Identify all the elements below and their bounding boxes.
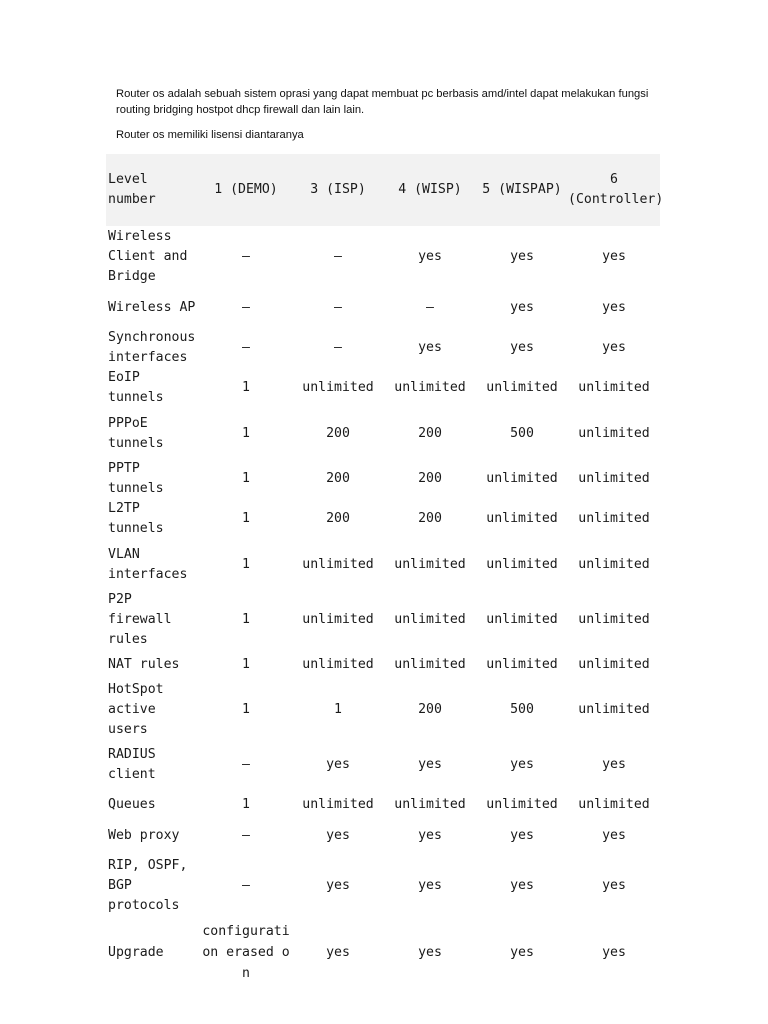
header-level-number: Level number — [108, 172, 156, 207]
cell-value: unlimited — [578, 556, 650, 572]
feature-name: Wireless Client and Bridge — [108, 229, 188, 284]
cell-value: yes — [418, 827, 442, 843]
cell-value: yes — [418, 249, 442, 264]
cell-value: unlimited — [486, 380, 558, 395]
cell-value: yes — [510, 249, 534, 264]
intro-text — [116, 86, 676, 143]
cell-value: yes — [326, 757, 350, 772]
cell-value: unlimited — [394, 657, 466, 672]
feature-name: Synchronous interfaces — [108, 330, 196, 365]
cell-value: configuration erased on — [202, 924, 290, 981]
intro-paragraph: Router os adalah sebuah sistem oprasi yang dapat membuat pc berbasis amd/intel dapat melakukan fungsi routing bridging hostpot dhcp firewall dan lain lain. — [116, 88, 649, 116]
table-row — [106, 368, 660, 408]
table-row — [106, 590, 660, 650]
feature-name: NAT rules — [108, 657, 180, 672]
cell-value: – — [334, 300, 342, 315]
cell-value: yes — [602, 300, 626, 315]
cell-value: unlimited — [486, 657, 558, 672]
feature-name: Web proxy — [108, 827, 180, 843]
cell-value: yes — [602, 757, 626, 772]
cell-value: 1 — [242, 380, 250, 395]
cell-value: unlimited — [302, 657, 374, 672]
table-row — [106, 820, 660, 851]
cell-value: unlimited — [578, 797, 650, 812]
table-row — [106, 408, 660, 459]
cell-value: unlimited — [486, 612, 558, 627]
cell-value: yes — [602, 249, 626, 264]
table-row — [106, 790, 660, 820]
cell-value: unlimited — [302, 797, 374, 812]
license-level-table — [106, 154, 664, 984]
cell-value: unlimited — [578, 380, 650, 395]
table-row — [106, 288, 660, 328]
cell-value: – — [242, 340, 250, 355]
feature-name: Upgrade — [108, 944, 164, 960]
cell-value: 200 — [418, 425, 442, 441]
header-level-6: 6 (Controller) — [568, 172, 664, 207]
cell-value: – — [242, 757, 250, 772]
cell-value: 500 — [510, 702, 534, 717]
cell-value: – — [242, 878, 250, 893]
cell-value: 1 — [242, 612, 250, 627]
table-row — [106, 650, 660, 680]
cell-value: unlimited — [578, 511, 650, 526]
cell-value: yes — [326, 878, 350, 893]
cell-value: unlimited — [486, 471, 558, 486]
feature-name: HotSpot active users — [108, 682, 164, 737]
table-row — [106, 921, 660, 984]
cell-value: 200 — [418, 702, 442, 717]
cell-value: yes — [510, 944, 534, 960]
cell-value: unlimited — [394, 797, 466, 812]
cell-value: yes — [418, 944, 442, 960]
cell-value: unlimited — [302, 612, 374, 627]
cell-value: yes — [602, 827, 626, 843]
cell-value: yes — [510, 878, 534, 893]
feature-name: P2P firewall rules — [108, 592, 172, 647]
cell-value: 1 — [242, 471, 250, 486]
table-row — [106, 740, 660, 790]
feature-name: PPPoE tunnels — [108, 415, 164, 451]
cell-value: yes — [510, 340, 534, 355]
cell-value: 1 — [242, 702, 250, 717]
cell-value: yes — [602, 878, 626, 893]
cell-value: unlimited — [578, 425, 650, 441]
cell-value: unlimited — [394, 380, 466, 395]
table-row — [106, 328, 660, 368]
cell-value: 500 — [510, 425, 534, 441]
cell-value: unlimited — [486, 556, 558, 572]
table-row — [106, 851, 660, 921]
feature-name: VLAN interfaces — [108, 546, 188, 582]
feature-name: EoIP tunnels — [108, 370, 164, 405]
header-level-5: 5 (WISPAP) — [482, 182, 562, 197]
feature-name: Wireless AP — [108, 300, 196, 315]
cell-value: unlimited — [486, 511, 558, 526]
cell-value: 1 — [242, 556, 250, 572]
header-level-3: 3 (ISP) — [310, 182, 366, 197]
table-header-row — [106, 154, 660, 226]
intro-license-sentence: Router os memiliki lisensi diantaranya — [116, 129, 304, 141]
cell-value: yes — [602, 944, 626, 960]
table-row — [106, 226, 660, 288]
cell-value: 1 — [242, 425, 250, 441]
cell-value: unlimited — [578, 702, 650, 717]
cell-value: – — [242, 249, 250, 264]
cell-value: unlimited — [394, 612, 466, 627]
cell-value: – — [426, 300, 434, 315]
table-row — [106, 680, 660, 740]
cell-value: unlimited — [578, 657, 650, 672]
feature-name: Queues — [108, 797, 156, 812]
cell-value: 1 — [242, 511, 250, 526]
cell-value: – — [242, 827, 250, 843]
cell-value: unlimited — [394, 556, 466, 572]
feature-name: PPTP tunnels — [108, 461, 164, 496]
feature-name: RIP, OSPF, BGP protocols — [108, 858, 188, 913]
cell-value: yes — [418, 878, 442, 893]
cell-value: yes — [326, 827, 350, 843]
cell-value: yes — [326, 944, 350, 960]
cell-value: 200 — [326, 511, 350, 526]
cell-value: 200 — [418, 471, 442, 486]
cell-value: 1 — [242, 657, 250, 672]
cell-value: yes — [418, 340, 442, 355]
table-row — [106, 499, 660, 539]
cell-value: unlimited — [486, 797, 558, 812]
cell-value: 200 — [418, 511, 442, 526]
cell-value: unlimited — [302, 380, 374, 395]
cell-value: yes — [510, 757, 534, 772]
cell-value: 200 — [326, 471, 350, 486]
cell-value: – — [334, 249, 342, 264]
cell-value: unlimited — [578, 612, 650, 627]
cell-value: yes — [510, 827, 534, 843]
cell-value: – — [334, 340, 342, 355]
cell-value: 1 — [242, 797, 250, 812]
feature-name: RADIUS client — [108, 747, 156, 782]
cell-value: yes — [418, 757, 442, 772]
header-level-1: 1 (DEMO) — [214, 182, 278, 197]
header-level-4: 4 (WISP) — [398, 182, 462, 197]
cell-value: 200 — [326, 425, 350, 441]
cell-value: unlimited — [302, 556, 374, 572]
cell-value: yes — [602, 340, 626, 355]
cell-value: unlimited — [578, 471, 650, 486]
cell-value: 1 — [334, 702, 342, 717]
table-row — [106, 459, 660, 499]
cell-value: – — [242, 300, 250, 315]
table-row — [106, 539, 660, 590]
feature-name: L2TP tunnels — [108, 501, 164, 536]
cell-value: yes — [510, 300, 534, 315]
